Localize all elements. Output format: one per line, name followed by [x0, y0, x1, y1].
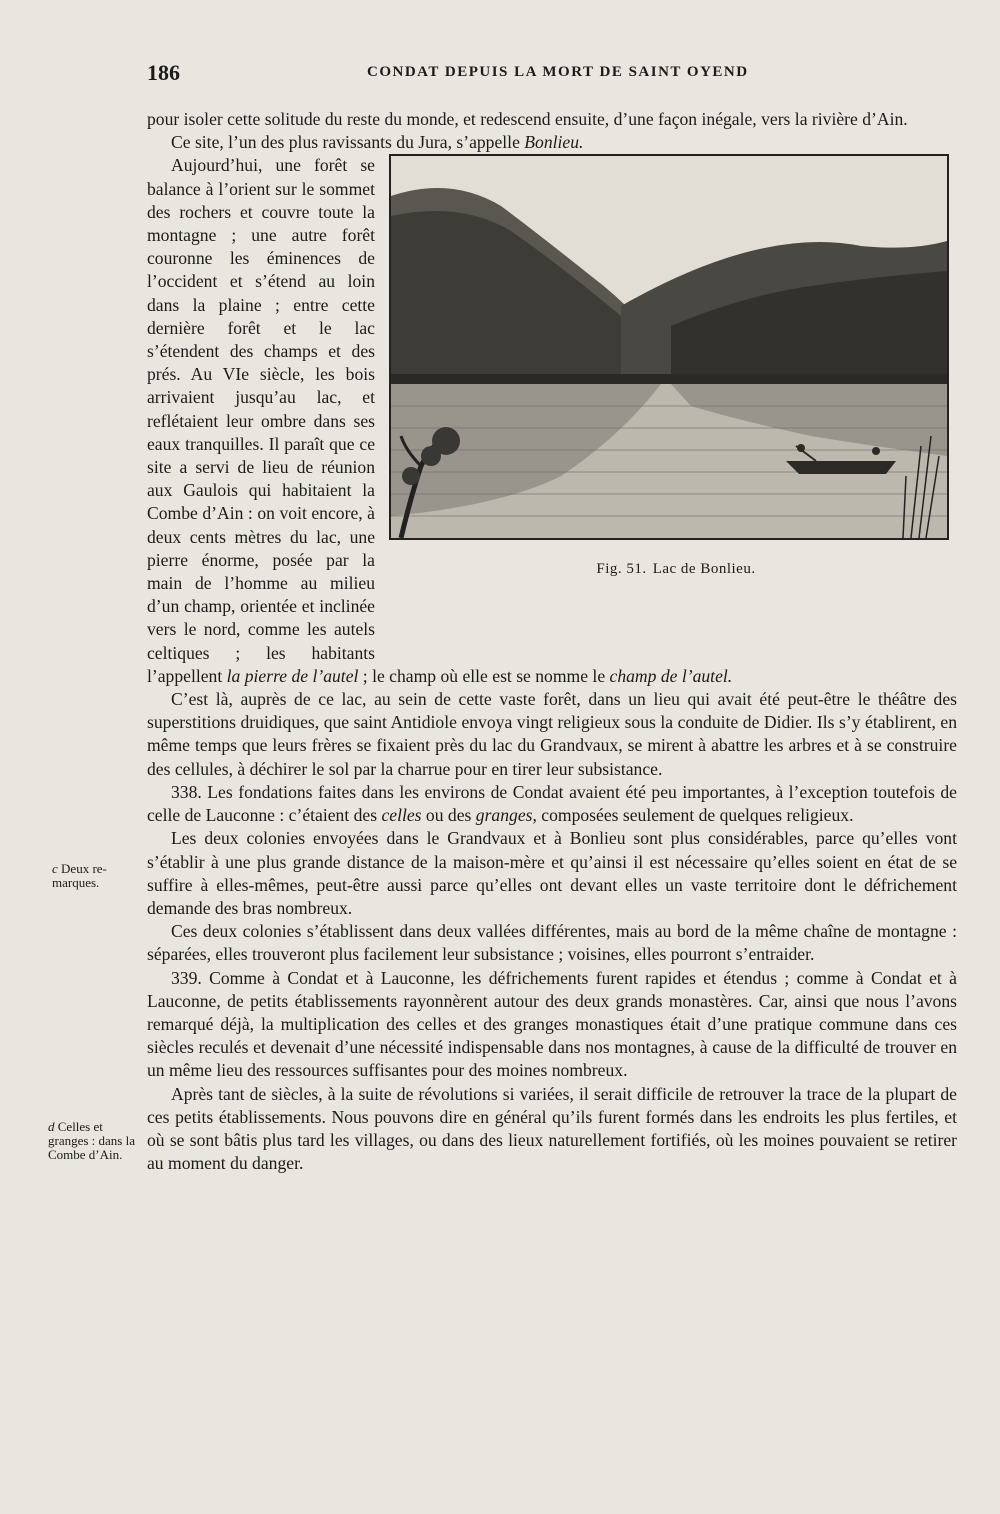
running-title: CONDAT DEPUIS LA MORT DE SAINT OYEND: [367, 64, 749, 80]
text-run: Aujourd’hui, une forêt se balance à l’orient sur le sommet des rochers et couvre toute la montagne ; une autre forêt couronne les éminences de l’occident et s’étend au loin dans la plaine ; entre cette dernière forêt et le lac s’étendent des champs et des prés. Au VIe siècle, les bois arrivaient jusqu’au lac, et reflétaient leur ombre dans ses eaux tranquilles. Il paraît que ce site a servi de lieu de réunion aux Gaulois qui habitaient la Combe d’Ain : on voit encore, à deux cents mètres du lac, une pierre énorme, posée par la main de l’homme au milieu d’un champ, orientée et inclinée vers le nord, comme les autels celtiques ; les habitants l’appellent: [147, 155, 375, 686]
paragraph: C’est là, auprès de ce lac, au sein de cette vaste forêt, dans un lieu qui avait été peut-être le théâtre des superstitions druidiques, que saint Antidiole envoya vingt religieux sous la conduite de Didier. Ils s’y établirent, en même temps que leurs frères se fixaient près du lac du Grandvaux, se mirent à abattre les arbres et à se construire des cellules, à déchirer le sol par la charrue pour en tirer leur subsistance.: [147, 689, 957, 779]
italic-term: la pierre de l’autel: [226, 665, 359, 686]
margin-note-letter: c: [52, 861, 58, 876]
text-run: Ce site, l’un des plus ravissants du Jura, s’appelle: [171, 132, 525, 153]
italic-term: celles: [381, 805, 422, 826]
paragraph: Après tant de siècles, à la suite de révolutions si variées, il serait difficile de retrouver la trace de la plupart de ces petits établissements. Nous pouvons dire en général qu’ils furent formés dans les endroits les plus fertiles, et où se sont bâtis plus tard les villages, ou dans des lieux naturellement fortifiés, où les moines pouvaient se retirer au moment du danger.: [147, 1083, 957, 1174]
text-run: ; le champ où elle est se nomme le: [358, 665, 610, 686]
margin-note-text: Deux re-marques.: [52, 861, 107, 890]
margin-note-letter: d: [48, 1119, 55, 1134]
paragraph: 339. Comme à Condat et à Lauconne, les défrichements furent rapides et étendus ; comme à Condat et à Lauconne, de petits établissements rayonnèrent autour des deux grands monastères. Car, ainsi que nous l’avons remarqué déjà, la multiplication des celles et des granges monastiques était d’une pratique commune dans ces siècles reculés et devenait d’une nécessité indispensable dans nos montagnes, à cause de la difficulté de trouver en un même lieu des ressources suffisantes pour des moines nombreux.: [147, 967, 957, 1081]
italic-term: granges: [475, 805, 533, 826]
figure-title: Lac de Bonlieu.: [652, 561, 756, 578]
text-run: 338. Les fondations faites dans les environs de Condat avaient été peu importantes, à l’exception toutefois de celle de Lauconne : c’étaient des: [147, 781, 957, 826]
page-number: 186: [147, 60, 180, 85]
text-run: , composées seulement de quelques religieux.: [532, 805, 854, 826]
figure-frame: [389, 154, 949, 540]
text-run: ou des: [421, 805, 476, 826]
margin-note-d: [48, 1120, 140, 1162]
page-header: [147, 60, 957, 92]
italic-term: champ de l’autel.: [609, 665, 733, 686]
lake-engraving-illustration: [391, 156, 947, 538]
place-name: Bonlieu.: [524, 132, 584, 153]
margin-note-text: Celles et granges : dans la Combe d’Ain.: [48, 1119, 136, 1162]
paragraph: pour isoler cette solitude du reste du monde, et redescend ensuite, d’une façon inégale, vers la rivière d’Ain.: [147, 109, 908, 129]
paragraph: [147, 781, 957, 827]
margin-note-c: [52, 862, 144, 890]
paragraph: Ces deux colonies s’établissent dans deux vallées différentes, mais au bord de la même chaîne de montagne : séparées, elles trouveront plus facilement leur subsistance ; voisines, elles pourront s’entraider.: [147, 921, 957, 965]
paragraph: [147, 131, 957, 154]
body-text: [147, 108, 957, 1175]
figure-label: Fig. 51.: [596, 561, 647, 578]
paragraph: Les deux colonies envoyées dans le Grandvaux et à Bonlieu sont plus considérables, parce qu’elles vont s’établir à une plus grande distance de la maison-mère et qu’ainsi il est nécessaire qu’elles soient en état de se suffire à elles-mêmes, peut-être aussi parce qu’elles ont devant elles un vaste territoire dont le défrichement demande des bras nombreux.: [147, 828, 957, 918]
figure-caption: [389, 558, 957, 581]
figure: [389, 154, 957, 634]
